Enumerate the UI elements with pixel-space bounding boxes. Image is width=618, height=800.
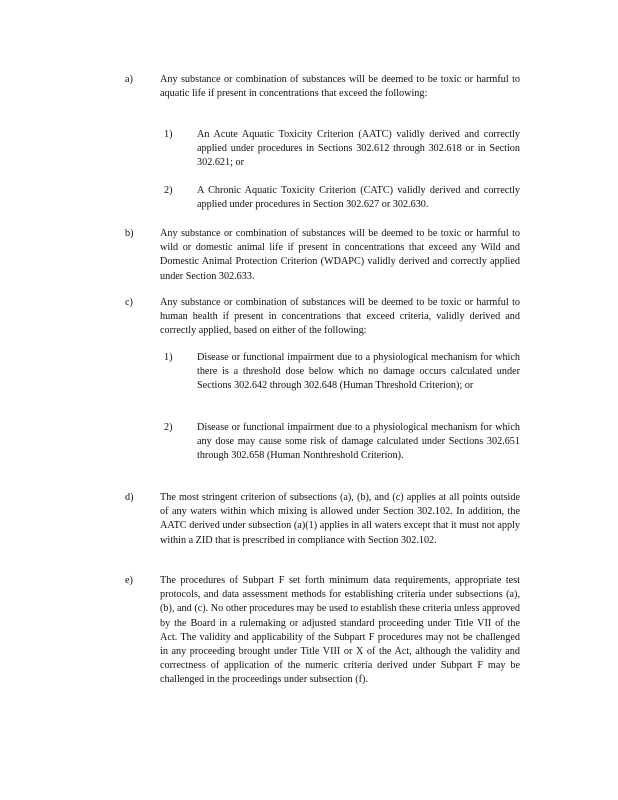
section-label: b) (125, 228, 134, 239)
subitem-label: 1) (164, 129, 173, 140)
subitem-text: Disease or functional impairment due to a physiological mechanism for which there is a threshold dose below which no damage occurs calculated under Sections 302.642 through 302.648 (Human Threshold Criterion); or (197, 352, 520, 392)
subitem-label: 1) (164, 352, 173, 363)
section-label: e) (125, 575, 133, 586)
subitem-label: 2) (164, 185, 173, 196)
section-text: Any substance or combination of substances will be deemed to be toxic or harmful to aquatic life if present in concentrations that exceed the following: (160, 74, 520, 100)
subitem-label: 2) (164, 422, 173, 433)
subitem-text: An Acute Aquatic Toxicity Criterion (AATC) validly derived and correctly applied under procedures in Sections 302.612 through 302.618 or in Section 302.621; or (197, 129, 520, 169)
section-label: a) (125, 74, 133, 85)
section-text: Any substance or combination of substances will be deemed to be toxic or harmful to human health if present in concentrations that exceed criteria, validly derived and correctly applied, based on either of the following: (160, 297, 520, 337)
section-text: The procedures of Subpart F set forth minimum data requirements, appropriate test protocols, and data assessment methods for establishing criteria under subsections (a), (b), and (c). No other procedures may be used to establish these criteria unless approved by the Board in a rulemaking or adjusted standard proceeding under Title VII of the Act. The validity and applicability of the Subpart F procedures may not be challenged in any proceeding brought under Title VIII or X of the Act, although the validity and correctness of application of the numeric criteria derived under Subpart F may be challenged in the proceedings under subsection (f). (160, 575, 520, 686)
subitem-text: A Chronic Aquatic Toxicity Criterion (CATC) validly derived and correctly applied under procedures in Section 302.627 or 302.630. (197, 185, 520, 211)
subitem-text: Disease or functional impairment due to a physiological mechanism for which any dose may cause some risk of damage calculated under Sections 302.651 through 302.658 (Human Nonthreshold Criterion). (197, 422, 520, 462)
section-label: c) (125, 297, 133, 308)
section-text: Any substance or combination of substances will be deemed to be toxic or harmful to wild or domestic animal life if present in concentrations that exceed any Wild and Domestic Animal Protection Criterion (WDAPC) validly derived and correctly applied under Section 302.633. (160, 228, 520, 282)
section-text: The most stringent criterion of subsections (a), (b), and (c) applies at all points outside of any waters within which mixing is allowed under Section 302.102. In addition, the AATC derived under subsection (a)(1) applies in all waters except that it must not apply within a ZID that is prescribed in compliance with Section 302.102. (160, 492, 520, 546)
section-label: d) (125, 492, 134, 503)
